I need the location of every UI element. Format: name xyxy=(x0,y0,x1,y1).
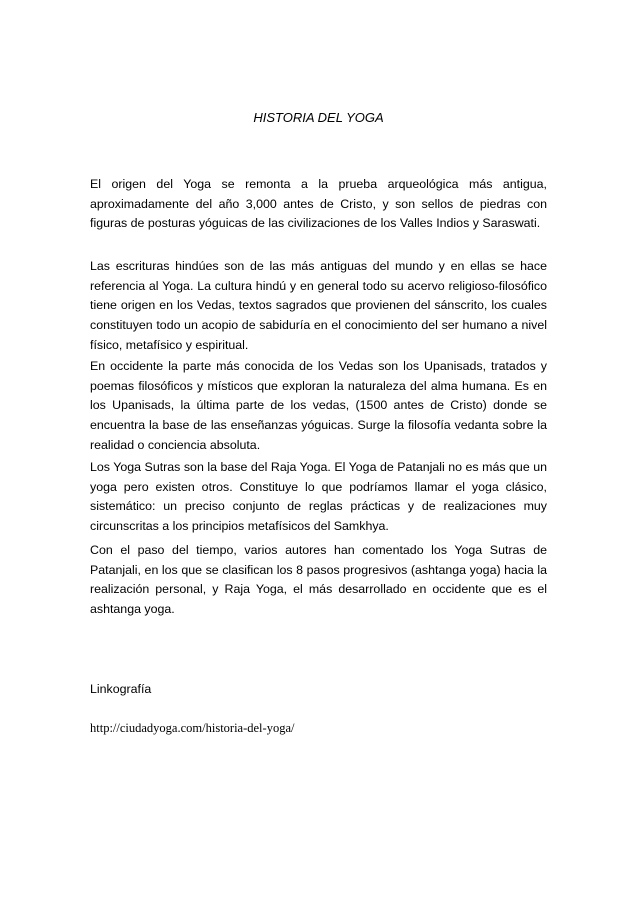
paragraph-scriptures: Las escrituras hindúes son de las más antiguas del mundo y en ellas se hace referencia al Yoga. La cultura hindú y en general todo su acervo religioso-filosófico tiene origen en los Vedas, textos sagrados que provienen del sánscrito, los cuales constituyen todo un acopio de sabiduría en el conocimiento del ser humano a nivel físico, metafísico y espiritual. xyxy=(90,259,547,352)
paragraph-origin: El origen del Yoga se remonta a la prueba arqueológica más antigua, aproximadamente del año 3,000 antes de Cristo, y son sellos de piedras con figuras de posturas yóguicas de las civilizaciones de los Valles Indios y Saraswati. xyxy=(90,177,547,231)
reference-link[interactable]: http://ciudadyoga.com/historia-del-yoga/ xyxy=(90,721,295,735)
document-title: HISTORIA DEL YOGA xyxy=(253,110,384,125)
paragraph-patanjali: Con el paso del tiempo, varios autores han comentado los Yoga Sutras de Patanjali, en los que se clasifican los 8 pasos progresivos (ashtanga yoga) hacia la realización personal, y Raja Yoga, el más desarrollado en occidente que es el ashtanga yoga. xyxy=(90,543,547,617)
paragraph-yoga-sutras: Los Yoga Sutras son la base del Raja Yoga. El Yoga de Patanjali no es más que un yoga pero existen otros. Constituye lo que podríamos llamar el yoga clásico, sistemático: un preciso conjunto de reglas prácticas y de realizaciones muy circunscritas a los principios metafísicos del Samkhya. xyxy=(90,460,547,534)
paragraph-upanisads: En occidente la parte más conocida de los Vedas son los Upanisads, tratados y poemas filosóficos y místicos que exploran la naturaleza del alma humana. Es en los Upanisads, la última parte de los vedas, (1500 antes de Cristo) donde se encuentra la base de las enseñanzas yóguicas. Surge la filosofía vedanta sobre la realidad o conciencia absoluta. xyxy=(90,359,547,452)
references-heading: Linkografía xyxy=(90,682,152,696)
